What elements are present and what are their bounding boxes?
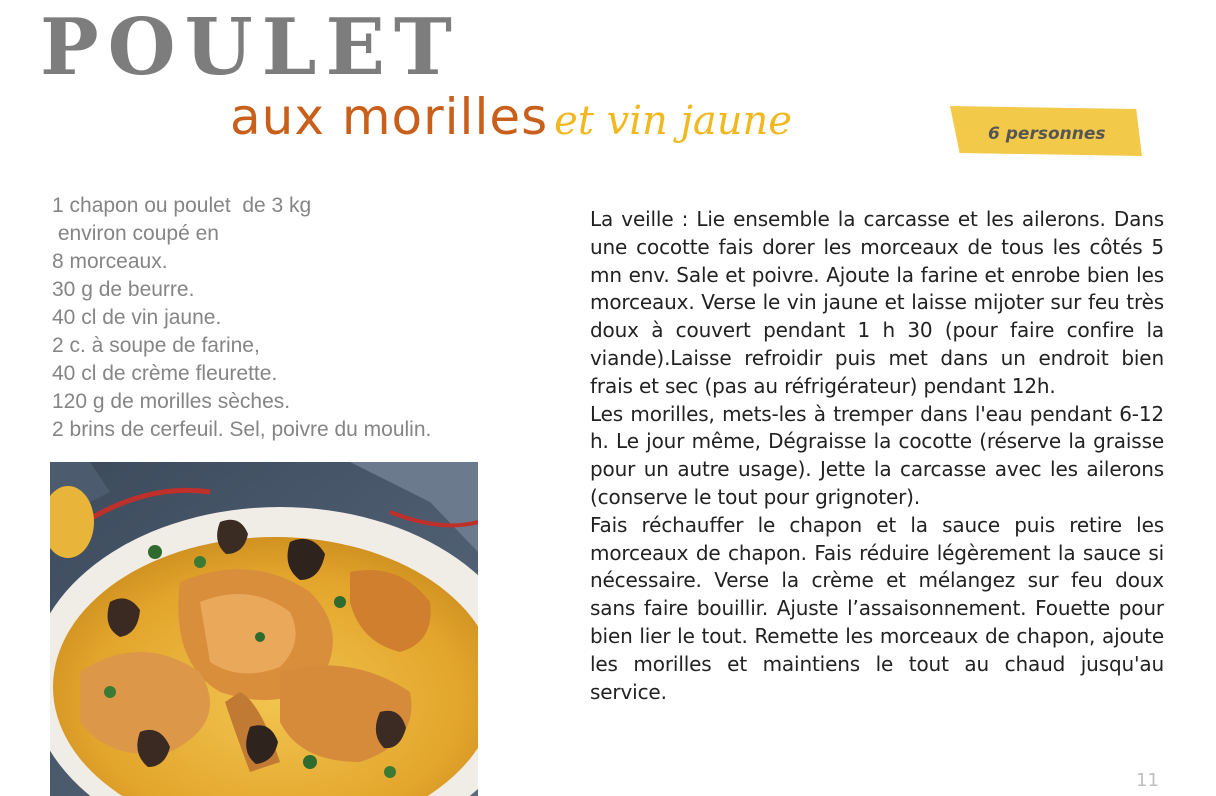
ingredient-item: 40 cl de vin jaune.: [52, 306, 222, 329]
instruction-paragraph: La veille : Lie ensemble la carcasse et les ailerons. Dans une cocotte fais dorer les morceaux de tous les côtés 5 mn env. Sale et poivre. Ajoute la farine et enrobe bien les morceaux. Verse le vin jaune et laisse mijoter sur feu très doux à couvert pendant 1 h 30 (pour faire confire la viande).Laisse refroidir puis met dans un endroit bien frais et sec (pas au réfrigérateur) pendant 12h.: [590, 207, 1164, 398]
recipe-subtitle: [230, 88, 792, 146]
ingredient-item: 2 c. à soupe de farine,: [52, 334, 260, 357]
ingredient-item: 120 g de morilles sèches.: [52, 390, 291, 413]
recipe-title: POULET: [40, 2, 461, 93]
subtitle-vin-jaune: et vin jaune: [554, 98, 792, 144]
ingredient-item: environ coupé en: [52, 222, 219, 245]
subtitle-morilles: aux morilles: [230, 88, 549, 146]
instruction-paragraph: Les morilles, mets-les à tremper dans l'eau pendant 6-12 h. Le jour même, Dégraisse la cocotte (réserve la graisse pour un autre usage). Jette la carcasse avec les ailerons (conserve le tout pour grignoter).: [590, 401, 1164, 509]
ingredient-item: 40 cl de crème fleurette.: [52, 362, 278, 385]
instruction-paragraph: Fais réchauffer le chapon et la sauce puis retire les morceaux de chapon. Fais réduire légèrement la sauce si nécessaire. Verse la crème et mélangez sur feu doux sans faire bouillir. Ajuste l’assaisonnement. Fouette pour bien lier le tout. Remette les morceaux de chapon, ajoute les morilles et maintiens le tout au chaud jusqu'au service.: [590, 512, 1164, 704]
ingredient-item: 8 morceaux.: [52, 250, 168, 273]
ingredient-item: 30 g de beurre.: [52, 278, 195, 301]
instructions-text: [590, 206, 1164, 706]
dish-photo: [50, 462, 478, 796]
ingredient-item: 2 brins de cerfeuil. Sel, poivre du moulin.: [52, 418, 432, 441]
servings-label: 6 personnes: [988, 124, 1106, 144]
ingredient-item: 1 chapon ou poulet de 3 kg: [52, 194, 312, 217]
ingredients-list: [52, 192, 532, 444]
page-number: 11: [1136, 770, 1159, 791]
